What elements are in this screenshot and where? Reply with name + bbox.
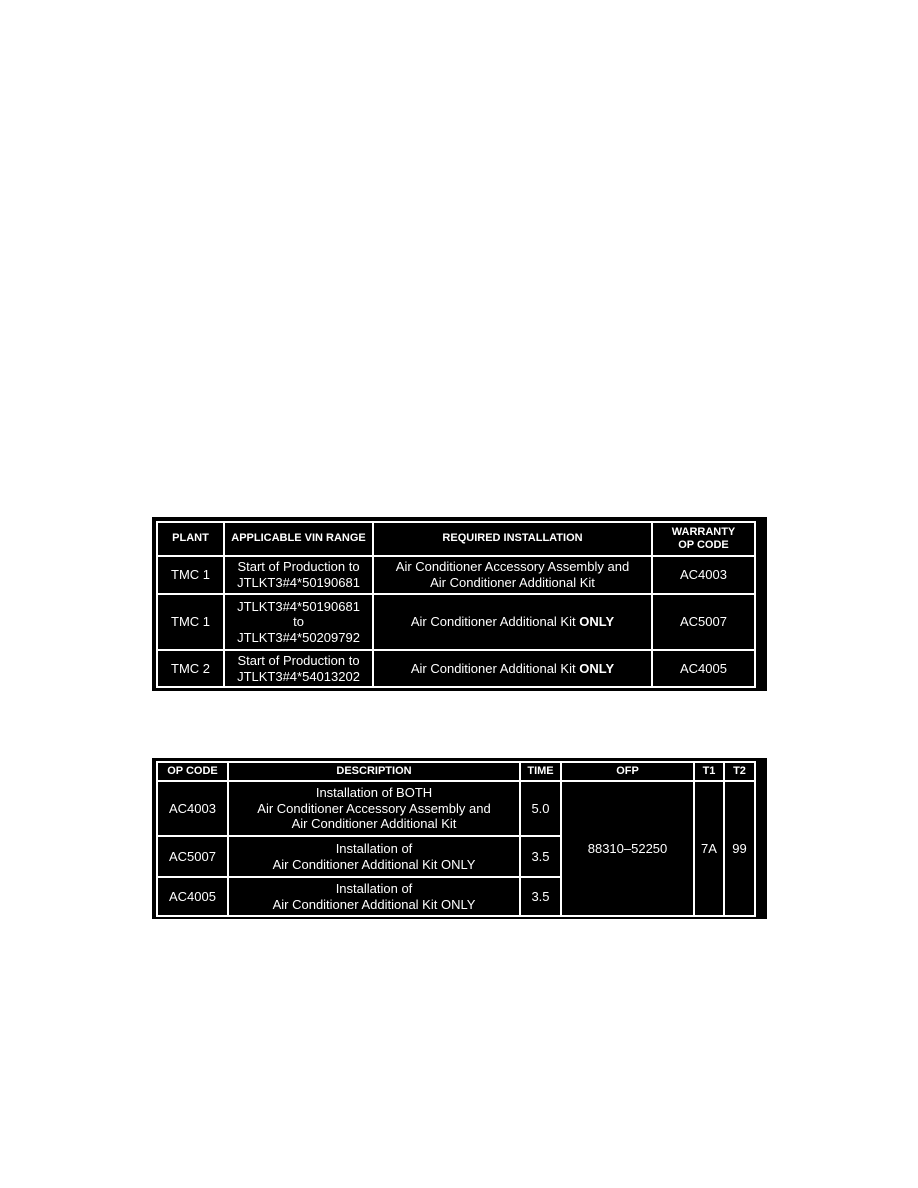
install-line: Air Conditioner Additional Kit: [430, 575, 595, 590]
cell-ofp: 88310–52250: [561, 781, 694, 916]
header-plant: PLANT: [157, 522, 224, 556]
cell-t2: 99: [724, 781, 755, 916]
op-code-table: [156, 761, 756, 917]
install-text: Air Conditioner Additional Kit: [410, 660, 580, 676]
install-emphasis: ONLY: [579, 660, 615, 676]
header-op-code: OP CODE: [157, 762, 228, 781]
cell-time: 3.5: [520, 836, 561, 877]
table-row: [157, 556, 755, 594]
cell-op-code: AC5007: [157, 836, 228, 877]
table-row: [157, 594, 755, 650]
header-description: DESCRIPTION: [228, 762, 520, 781]
cell-description: [228, 877, 520, 916]
cell-description: [228, 836, 520, 877]
table-row: [157, 781, 755, 836]
header-time: TIME: [520, 762, 561, 781]
cell-description: [228, 781, 520, 836]
table-header-row: [157, 522, 755, 556]
cell-vin-range: [224, 556, 373, 594]
description-line: Air Conditioner Additional Kit: [291, 816, 457, 832]
cell-vin-range: [224, 650, 373, 687]
vin-line: JTLKT3#4*50190681: [237, 598, 360, 614]
vin-line: Start of Production to: [237, 559, 360, 575]
cell-time: 3.5: [520, 877, 561, 916]
description-line: Installation of: [335, 840, 413, 856]
cell-op-code: AC4005: [157, 877, 228, 916]
vin-range-table: [156, 521, 756, 688]
cell-op-code: AC4005: [652, 650, 755, 687]
description-line: Air Conditioner Accessory Assembly and: [257, 800, 491, 816]
header-warranty-op-code: [652, 522, 755, 556]
cell-plant: TMC 1: [157, 556, 224, 594]
vin-line: Start of Production to: [237, 652, 360, 668]
cell-op-code: AC5007: [652, 594, 755, 650]
op-code-table-frame: [152, 758, 767, 919]
cell-installation: [373, 650, 652, 687]
table-row: [157, 650, 755, 687]
cell-installation: [373, 594, 652, 650]
vin-line: JTLKT3#4*50209792: [237, 629, 360, 645]
install-text: Air Conditioner Additional Kit: [410, 614, 580, 630]
vin-line: JTLKT3#4*50190681: [237, 575, 360, 590]
header-warranty-line1: WARRANTY: [671, 525, 736, 538]
description-line: Installation of BOTH: [315, 785, 433, 801]
cell-t1: 7A: [694, 781, 724, 916]
cell-vin-range: [224, 594, 373, 650]
install-emphasis: ONLY: [579, 614, 615, 630]
vin-line: to: [293, 614, 304, 630]
cell-op-code: AC4003: [157, 781, 228, 836]
description-line: Installation of: [335, 880, 413, 896]
cell-plant: TMC 1: [157, 594, 224, 650]
vin-range-table-frame: [152, 517, 767, 691]
description-line: Air Conditioner Additional Kit ONLY: [272, 856, 476, 872]
install-line: Air Conditioner Accessory Assembly and: [395, 559, 630, 575]
cell-op-code: AC4003: [652, 556, 755, 594]
header-t1: T1: [694, 762, 724, 781]
cell-time: 5.0: [520, 781, 561, 836]
header-warranty-line2: OP CODE: [678, 539, 729, 551]
description-line: Air Conditioner Additional Kit ONLY: [272, 896, 476, 912]
table-header-row: [157, 762, 755, 781]
cell-plant: TMC 2: [157, 650, 224, 687]
header-t2: T2: [724, 762, 755, 781]
header-ofp: OFP: [561, 762, 694, 781]
cell-installation: [373, 556, 652, 594]
header-required-installation: REQUIRED INSTALLATION: [373, 522, 652, 556]
header-vin-range: APPLICABLE VIN RANGE: [224, 522, 373, 556]
vin-line: JTLKT3#4*54013202: [237, 668, 360, 684]
